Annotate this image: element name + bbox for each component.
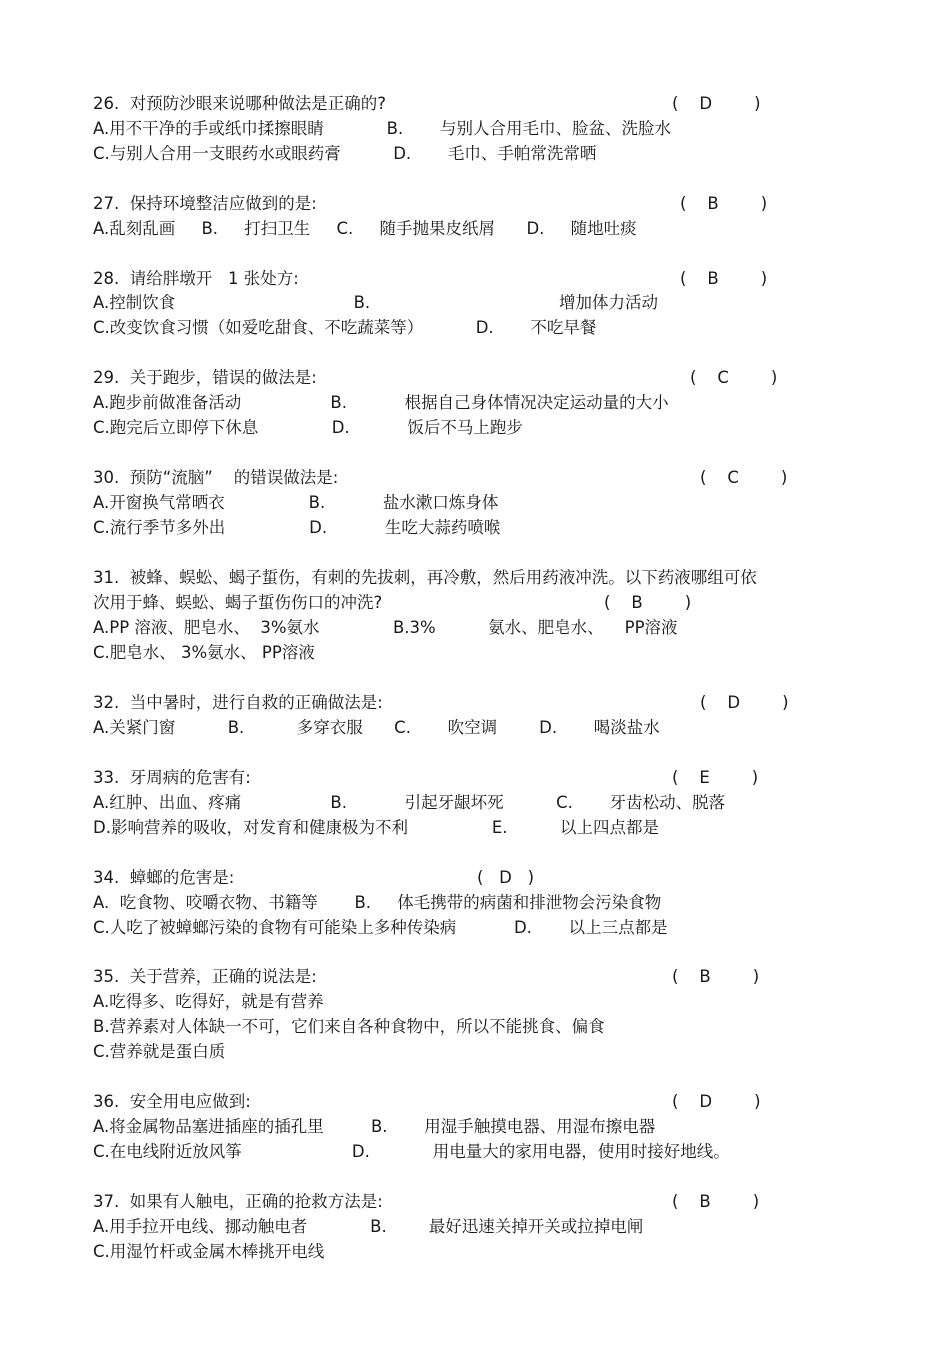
- question-34-options-cd: C.人吃了被蟑螂污染的食物有可能染上多种传染病 D. 以上三点都是: [93, 918, 668, 937]
- question-30-options-cd: C.流行季节多外出 D. 生吃大蒜药喷喉: [93, 518, 501, 537]
- question-32-answer: ( D ): [700, 693, 789, 712]
- question-26-options-cd: C.与别人合用一支眼药水或眼药膏 D. 毛巾、手帕常洗常晒: [93, 144, 597, 163]
- question-31-options-c: C.肥皂水、 3%氨水、 PP溶液: [93, 643, 315, 662]
- question-29-stem: 29. 关于跑步，错误的做法是:: [93, 368, 317, 387]
- question-35-answer: ( B ): [672, 967, 760, 986]
- question-37-stem: 37. 如果有人触电，正确的抢救方法是:: [93, 1192, 383, 1211]
- question-31-stem-line2: 次用于蜂、蜈蚣、蝎子蜇伤伤口的冲洗?: [93, 593, 383, 612]
- question-29-options-cd: C.跑完后立即停下休息 D. 饭后不马上跑步: [93, 418, 523, 437]
- question-28-stem: 28. 请给胖墩开 1 张处方:: [93, 269, 299, 288]
- question-33-options-abc: A.红肿、出血、疼痛 B. 引起牙龈坏死 C. 牙齿松动、脱落: [93, 793, 726, 812]
- question-29-answer: ( C ): [690, 368, 778, 387]
- question-36-options-cd: C.在电线附近放风筝 D. 用电量大的家用电器，使用时接好地线。: [93, 1142, 730, 1161]
- question-36-options-ab: A.将金属物品塞进插座的插孔里 B. 用湿手触摸电器、用湿布擦电器: [93, 1117, 656, 1136]
- question-34-options-ab: A. 吃食物、咬嚼衣物、书籍等 B. 体毛携带的病菌和排泄物会污染食物: [93, 893, 662, 912]
- question-28-options-cd: C.改变饮食习惯（如爱吃甜食、不吃蔬菜等） D. 不吃早餐: [93, 318, 597, 337]
- question-35-option-b: B.营养素对人体缺一不可，它们来自各种食物中，所以不能挑食、偏食: [93, 1017, 605, 1036]
- question-26-options-ab: A.用不干净的手或纸巾揉擦眼睛 B. 与别人合用毛巾、脸盆、洗脸水: [93, 119, 671, 138]
- question-31-stem-line1: 31. 被蜂、蜈蚣、蝎子蜇伤，有刺的先拔刺，再冷敷，然后用药液冲洗。以下药液哪组可依: [93, 568, 757, 587]
- question-30-stem: 30. 预防“流脑” 的错误做法是:: [93, 468, 339, 487]
- question-37-option-c: C.用湿竹杆或金属木棒挑开电线: [93, 1242, 325, 1261]
- question-37-options-ab: A.用手拉开电线、挪动触电者 B. 最好迅速关掉开关或拉掉电闸: [93, 1217, 644, 1236]
- question-34-stem: 34. 蟑螂的危害是:: [93, 868, 235, 887]
- question-33-options-de: D.影响营养的吸收，对发育和健康极为不利 E. 以上四点都是: [93, 818, 659, 837]
- question-27-options: A.乱刻乱画 B. 打扫卫生 C. 随手抛果皮纸屑 D. 随地吐痰: [93, 219, 637, 238]
- question-26-stem: 26. 对预防沙眼来说哪种做法是正确的?: [93, 94, 386, 113]
- question-28-options-ab: A.控制饮食 B. 增加体力活动: [93, 293, 658, 312]
- question-32-options: A.关紧门窗 B. 多穿衣服 C. 吹空调 D. 喝淡盐水: [93, 718, 660, 737]
- question-35-stem: 35. 关于营养，正确的说法是:: [93, 967, 317, 986]
- question-37-answer: ( B ): [672, 1192, 760, 1211]
- question-32-stem: 32. 当中暑时，进行自救的正确做法是:: [93, 693, 383, 712]
- question-28-answer: ( B ): [680, 269, 768, 288]
- question-27-answer: ( B ): [680, 194, 768, 213]
- question-30-answer: ( C ): [700, 468, 788, 487]
- question-26-answer: ( D ): [672, 94, 761, 113]
- question-33-stem: 33. 牙周病的危害有:: [93, 768, 251, 787]
- question-31-answer: ( B ): [604, 593, 692, 612]
- question-30-options-ab: A.开窗换气常晒衣 B. 盐水漱口炼身体: [93, 493, 499, 512]
- question-35-option-a: A.吃得多、吃得好，就是有营养: [93, 992, 324, 1011]
- question-36-stem: 36. 安全用电应做到:: [93, 1092, 251, 1111]
- question-34-answer: ( D ): [477, 868, 535, 887]
- question-33-answer: ( E ): [672, 768, 759, 787]
- question-35-option-c: C.营养就是蛋白质: [93, 1042, 226, 1061]
- question-31-options-ab: A.PP 溶液、肥皂水、 3%氨水 B.3% 氨水、肥皂水、 PP溶液: [93, 618, 678, 637]
- question-29-options-ab: A.跑步前做准备活动 B. 根据自己身体情况决定运动量的大小: [93, 393, 669, 412]
- question-27-stem: 27. 保持环境整洁应做到的是:: [93, 194, 317, 213]
- question-36-answer: ( D ): [672, 1092, 761, 1111]
